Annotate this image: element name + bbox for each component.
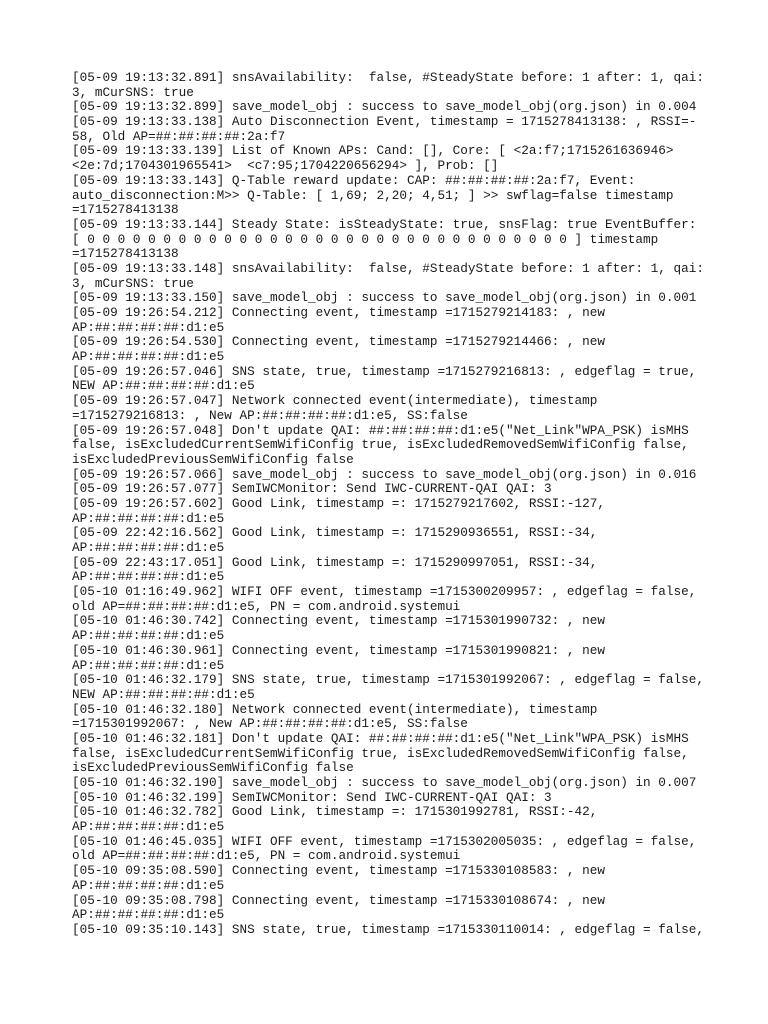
log-line: =1715279216813: , New AP:##:##:##:##:d1:e5, SS:false: [72, 407, 468, 423]
log-line: [05-09 19:26:57.077] SemIWCMonitor: Send IWC-CURRENT-QAI QAI: 3: [72, 481, 552, 497]
log-line: [05-09 22:42:16.562] Good Link, timestamp =: 1715290936551, RSSI:-34,: [72, 525, 598, 541]
log-line: [05-10 01:46:32.179] SNS state, true, timestamp =1715301992067: , edgeflag = false,: [72, 672, 704, 688]
log-line: [05-09 22:43:17.051] Good Link, timestamp =: 1715290997051, RSSI:-34,: [72, 554, 598, 570]
log-line: [05-10 01:46:32.180] Network connected event(intermediate), timestamp: [72, 701, 598, 717]
log-line: =1715278413138: [72, 202, 179, 218]
log-line: [05-09 19:13:33.139] List of Known APs: Cand: [], Core: [ <2a:f7;1715261636946>: [72, 143, 674, 159]
log-line: [05-09 19:13:33.138] Auto Disconnection Event, timestamp = 1715278413138: , RSSI=-: [72, 114, 697, 130]
log-line: AP:##:##:##:##:d1:e5: [72, 657, 225, 673]
log-line: [05-09 19:13:32.899] save_model_obj : success to save_model_obj(org.json) in 0.004: [72, 99, 697, 115]
log-line: NEW AP:##:##:##:##:d1:e5: [72, 378, 255, 394]
log-line: AP:##:##:##:##:d1:e5: [72, 819, 225, 835]
log-line: [05-09 19:13:33.148] snsAvailability: false, #SteadyState before: 1 after: 1, qai:: [72, 260, 704, 276]
log-line: AP:##:##:##:##:d1:e5: [72, 907, 225, 923]
log-line: [05-09 19:26:57.047] Network connected event(intermediate), timestamp: [72, 393, 598, 409]
log-text-body: [72, 71, 712, 938]
log-line: [05-10 01:46:30.961] Connecting event, timestamp =1715301990821: , new: [72, 642, 605, 658]
log-line: [05-10 09:35:08.590] Connecting event, timestamp =1715330108583: , new: [72, 863, 605, 879]
log-line: [05-09 19:13:32.891] snsAvailability: false, #SteadyState before: 1 after: 1, qai:: [72, 70, 704, 85]
log-line: [05-09 19:26:57.046] SNS state, true, timestamp =1715279216813: , edgeflag = true,: [72, 363, 697, 379]
log-line: =1715278413138: [72, 246, 179, 262]
log-line: false, isExcludedCurrentSemWifiConfig true, isExcludedRemovedSemWifiConfig false,: [72, 745, 689, 761]
log-line: isExcludedPreviousSemWifiConfig false: [72, 451, 354, 467]
log-line: [ 0 0 0 0 0 0 0 0 0 0 0 0 0 0 0 0 0 0 0 0 0 0 0 0 0 0 0 0 0 0 0 0 ] timestamp: [72, 231, 659, 247]
log-line: [05-10 01:46:30.742] Connecting event, timestamp =1715301990732: , new: [72, 613, 605, 629]
log-line: [05-10 09:35:10.143] SNS state, true, timestamp =1715330110014: , edgeflag = false,: [72, 921, 704, 937]
log-line: [05-09 19:13:33.150] save_model_obj : success to save_model_obj(org.json) in 0.001: [72, 290, 697, 306]
log-line: [05-09 19:26:54.212] Connecting event, timestamp =1715279214183: , new: [72, 305, 605, 320]
log-line: 3, mCurSNS: true: [72, 275, 194, 291]
log-line: [05-10 01:46:32.181] Don't update QAI: ##:##:##:##:d1:e5("Net_Link"WPA_PSK) isMHS: [72, 730, 689, 746]
log-line: NEW AP:##:##:##:##:d1:e5: [72, 686, 255, 702]
log-line: [05-09 19:26:57.048] Don't update QAI: ##:##:##:##:d1:e5("Net_Link"WPA_PSK) isMHS: [72, 422, 689, 438]
log-line: [05-09 19:26:57.602] Good Link, timestamp =: 1715279217602, RSSI:-127,: [72, 495, 605, 511]
log-line: false, isExcludedCurrentSemWifiConfig true, isExcludedRemovedSemWifiConfig false,: [72, 437, 689, 453]
log-line: auto_disconnection:M>> Q-Table: [ 1,69; 2,20; 4,51; ] >> swflag=false timestamp: [72, 187, 674, 203]
log-line: AP:##:##:##:##:d1:e5: [72, 877, 225, 893]
log-line: AP:##:##:##:##:d1:e5: [72, 628, 225, 644]
log-line: [05-09 19:13:33.144] Steady State: isSteadyState: true, snsFlag: true EventBuffer:: [72, 216, 697, 232]
log-line: [05-09 19:26:54.530] Connecting event, timestamp =1715279214466: , new: [72, 334, 605, 350]
log-line: [05-09 19:26:57.066] save_model_obj : success to save_model_obj(org.json) in 0.016: [72, 466, 697, 482]
log-line: =1715301992067: , New AP:##:##:##:##:d1:e5, SS:false: [72, 716, 468, 732]
log-line: old AP=##:##:##:##:d1:e5, PN = com.android.systemui: [72, 848, 461, 864]
log-line: isExcludedPreviousSemWifiConfig false: [72, 760, 354, 776]
log-line: [05-10 01:16:49.962] WIFI OFF event, timestamp =1715300209957: , edgeflag = false,: [72, 584, 697, 600]
log-line: 58, Old AP=##:##:##:##:2a:f7: [72, 128, 286, 144]
log-line: AP:##:##:##:##:d1:e5: [72, 510, 225, 526]
log-line: AP:##:##:##:##:d1:e5: [72, 569, 225, 585]
log-line: AP:##:##:##:##:d1:e5: [72, 540, 225, 555]
log-line: AP:##:##:##:##:d1:e5: [72, 349, 225, 365]
log-line: <2e:7d;1704301965541> <c7:95;1704220656294> ], Prob: []: [72, 158, 499, 174]
log-line: AP:##:##:##:##:d1:e5: [72, 319, 225, 335]
log-line: [05-09 19:13:33.143] Q-Table reward update: CAP: ##:##:##:##:2a:f7, Event:: [72, 172, 636, 188]
log-line: [05-10 01:46:45.035] WIFI OFF event, timestamp =1715302005035: , edgeflag = false,: [72, 833, 697, 849]
log-line: 3, mCurSNS: true: [72, 84, 194, 100]
log-line: [05-10 01:46:32.199] SemIWCMonitor: Send IWC-CURRENT-QAI QAI: 3: [72, 789, 552, 805]
log-line: [05-10 09:35:08.798] Connecting event, timestamp =1715330108674: , new: [72, 892, 605, 908]
log-line: [05-10 01:46:32.190] save_model_obj : success to save_model_obj(org.json) in 0.007: [72, 775, 697, 790]
log-line: [05-10 01:46:32.782] Good Link, timestamp =: 1715301992781, RSSI:-42,: [72, 804, 598, 820]
log-line: old AP=##:##:##:##:d1:e5, PN = com.android.systemui: [72, 598, 461, 614]
